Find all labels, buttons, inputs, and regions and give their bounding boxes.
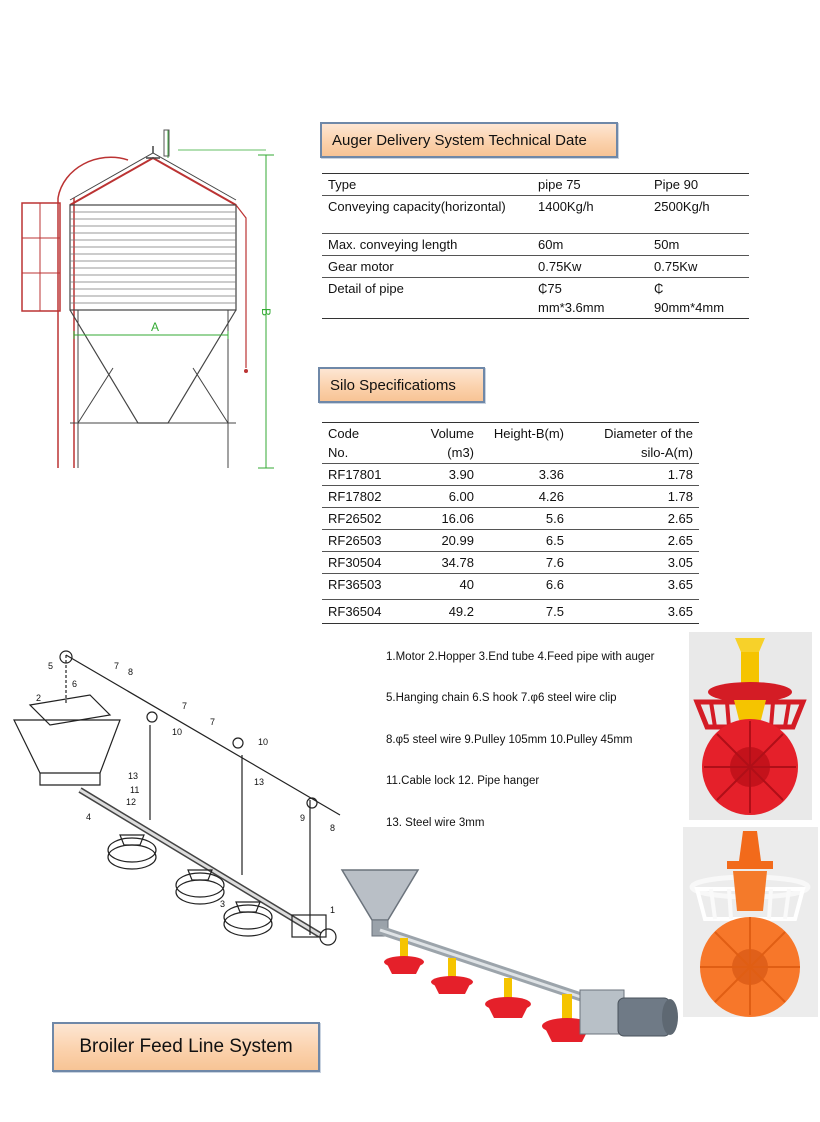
pipe75-value: pipe 75 xyxy=(538,177,581,192)
pipe90-value: 0.75Kw xyxy=(654,259,698,274)
callout-5: 5 xyxy=(48,661,54,671)
code-cell: RF26503 xyxy=(328,533,382,548)
volume-cell: 6.00 xyxy=(448,489,474,504)
header-code-2: No. xyxy=(328,445,349,460)
callout-7-b: 7 xyxy=(182,701,188,711)
parts-list-item: 11.Cable lock 12. Pipe hanger xyxy=(386,775,540,787)
callout-10-b: 10 xyxy=(258,737,269,747)
silo-spec-title-text: Silo Specificatioms xyxy=(330,376,456,394)
silo-drawing xyxy=(18,128,283,473)
callout-13: 13 xyxy=(128,771,139,781)
table-row xyxy=(322,486,699,508)
callout-4: 4 xyxy=(86,812,92,822)
header-height: Height-B(m) xyxy=(493,426,564,441)
table-row xyxy=(322,508,699,530)
pipe90-value: 2500Kg/h xyxy=(654,199,710,214)
table-row xyxy=(322,464,699,486)
table-row xyxy=(322,552,699,574)
table-row xyxy=(322,256,749,278)
parts-list-item: 8.φ5 steel wire 9.Pulley 105mm 10.Pulley 45mm xyxy=(386,734,633,746)
table-row xyxy=(322,278,749,319)
pipe90-value-2: 90mm*4mm xyxy=(654,300,725,315)
diameter-cell: 1.78 xyxy=(667,489,693,504)
callout-10: 10 xyxy=(172,727,183,737)
broiler-feed-line-title-text: Broiler Feed Line System xyxy=(79,1036,293,1057)
auger-technical-title xyxy=(320,122,618,158)
header-volume: Volume xyxy=(430,426,474,441)
feed-line-diagram xyxy=(10,645,355,955)
diameter-cell: 3.65 xyxy=(667,604,693,619)
parts-list-item: 1.Motor 2.Hopper 3.End tube 4.Feed pipe with auger xyxy=(386,651,655,663)
dimension-b-label: B xyxy=(259,308,273,317)
silo-spec-table xyxy=(322,422,699,624)
parts-list-item: 13. Steel wire 3mm xyxy=(386,817,485,829)
height-cell: 7.5 xyxy=(545,604,564,619)
pipe90-value: Pipe 90 xyxy=(654,177,699,192)
auger-technical-title-text: Auger Delivery System Technical Date xyxy=(332,131,587,149)
row-label: Detail of pipe xyxy=(328,281,404,296)
broiler-feed-line-title xyxy=(52,1022,320,1072)
volume-cell: 40 xyxy=(459,577,474,592)
height-cell: 6.6 xyxy=(545,577,564,592)
callout-2: 2 xyxy=(36,693,42,703)
diameter-cell: 2.65 xyxy=(667,533,693,548)
diameter-cell: 1.78 xyxy=(667,467,693,482)
code-cell: RF30504 xyxy=(328,555,382,570)
height-cell: 3.36 xyxy=(538,467,564,482)
callout-3: 3 xyxy=(220,899,226,909)
diameter-cell: 3.65 xyxy=(667,577,693,592)
code-cell: RF17801 xyxy=(328,467,382,482)
pipe75-value: 1400Kg/h xyxy=(538,199,594,214)
callout-7: 7 xyxy=(114,661,120,671)
pipe75-value: ₵75 xyxy=(538,281,562,296)
volume-cell: 34.78 xyxy=(441,555,474,570)
callout-7-c: 7 xyxy=(210,717,216,727)
diameter-cell: 2.65 xyxy=(667,511,693,526)
table-row xyxy=(322,174,749,196)
silo-spec-title xyxy=(318,367,485,403)
pipe90-value: ₵ xyxy=(654,281,664,296)
pipe90-value: 50m xyxy=(654,237,680,252)
pipe75-value: 60m xyxy=(538,237,564,252)
pipe75-value: 0.75Kw xyxy=(538,259,582,274)
diameter-cell: 3.05 xyxy=(667,555,693,570)
callout-1: 1 xyxy=(330,905,336,915)
callout-8: 8 xyxy=(128,667,134,677)
height-cell: 5.6 xyxy=(545,511,564,526)
code-cell: RF36504 xyxy=(328,604,382,619)
table-header-row xyxy=(322,423,699,464)
parts-list-item: 5.Hanging chain 6.S hook 7.φ6 steel wire clip xyxy=(386,692,617,704)
height-cell: 7.6 xyxy=(545,555,564,570)
volume-cell: 49.2 xyxy=(448,604,474,619)
red-feeder-photo xyxy=(689,632,812,820)
callout-6: 6 xyxy=(72,679,78,689)
auger-technical-table xyxy=(322,173,749,319)
code-cell: RF26502 xyxy=(328,511,382,526)
table-row xyxy=(322,196,749,234)
callout-8-b: 8 xyxy=(330,823,336,833)
volume-cell: 3.90 xyxy=(448,467,474,482)
volume-cell: 16.06 xyxy=(441,511,474,526)
callout-12: 12 xyxy=(126,797,137,807)
header-volume-2: (m3) xyxy=(447,445,474,460)
dimension-a-label: A xyxy=(151,320,160,334)
callout-11: 11 xyxy=(130,785,140,795)
table-row xyxy=(322,600,699,624)
header-code: Code xyxy=(328,426,360,441)
row-label: Gear motor xyxy=(328,259,394,274)
row-label: Max. conveying length xyxy=(328,237,458,252)
table-row xyxy=(322,530,699,552)
code-cell: RF36503 xyxy=(328,577,382,592)
header-diameter: Diameter of the xyxy=(604,426,693,441)
orange-feeder-photo xyxy=(683,827,818,1017)
pipe75-value-2: mm*3.6mm xyxy=(538,300,605,315)
height-cell: 4.26 xyxy=(538,489,564,504)
volume-cell: 20.99 xyxy=(441,533,474,548)
feed-line-render xyxy=(340,860,685,1055)
table-row xyxy=(322,234,749,256)
callout-9: 9 xyxy=(300,813,306,823)
height-cell: 6.5 xyxy=(545,533,564,548)
row-label: Type xyxy=(328,177,357,192)
table-row xyxy=(322,574,699,600)
callout-13-b: 13 xyxy=(254,777,265,787)
row-label: Conveying capacity(horizontal) xyxy=(328,199,506,214)
code-cell: RF17802 xyxy=(328,489,382,504)
header-diameter-2: silo-A(m) xyxy=(641,445,693,460)
